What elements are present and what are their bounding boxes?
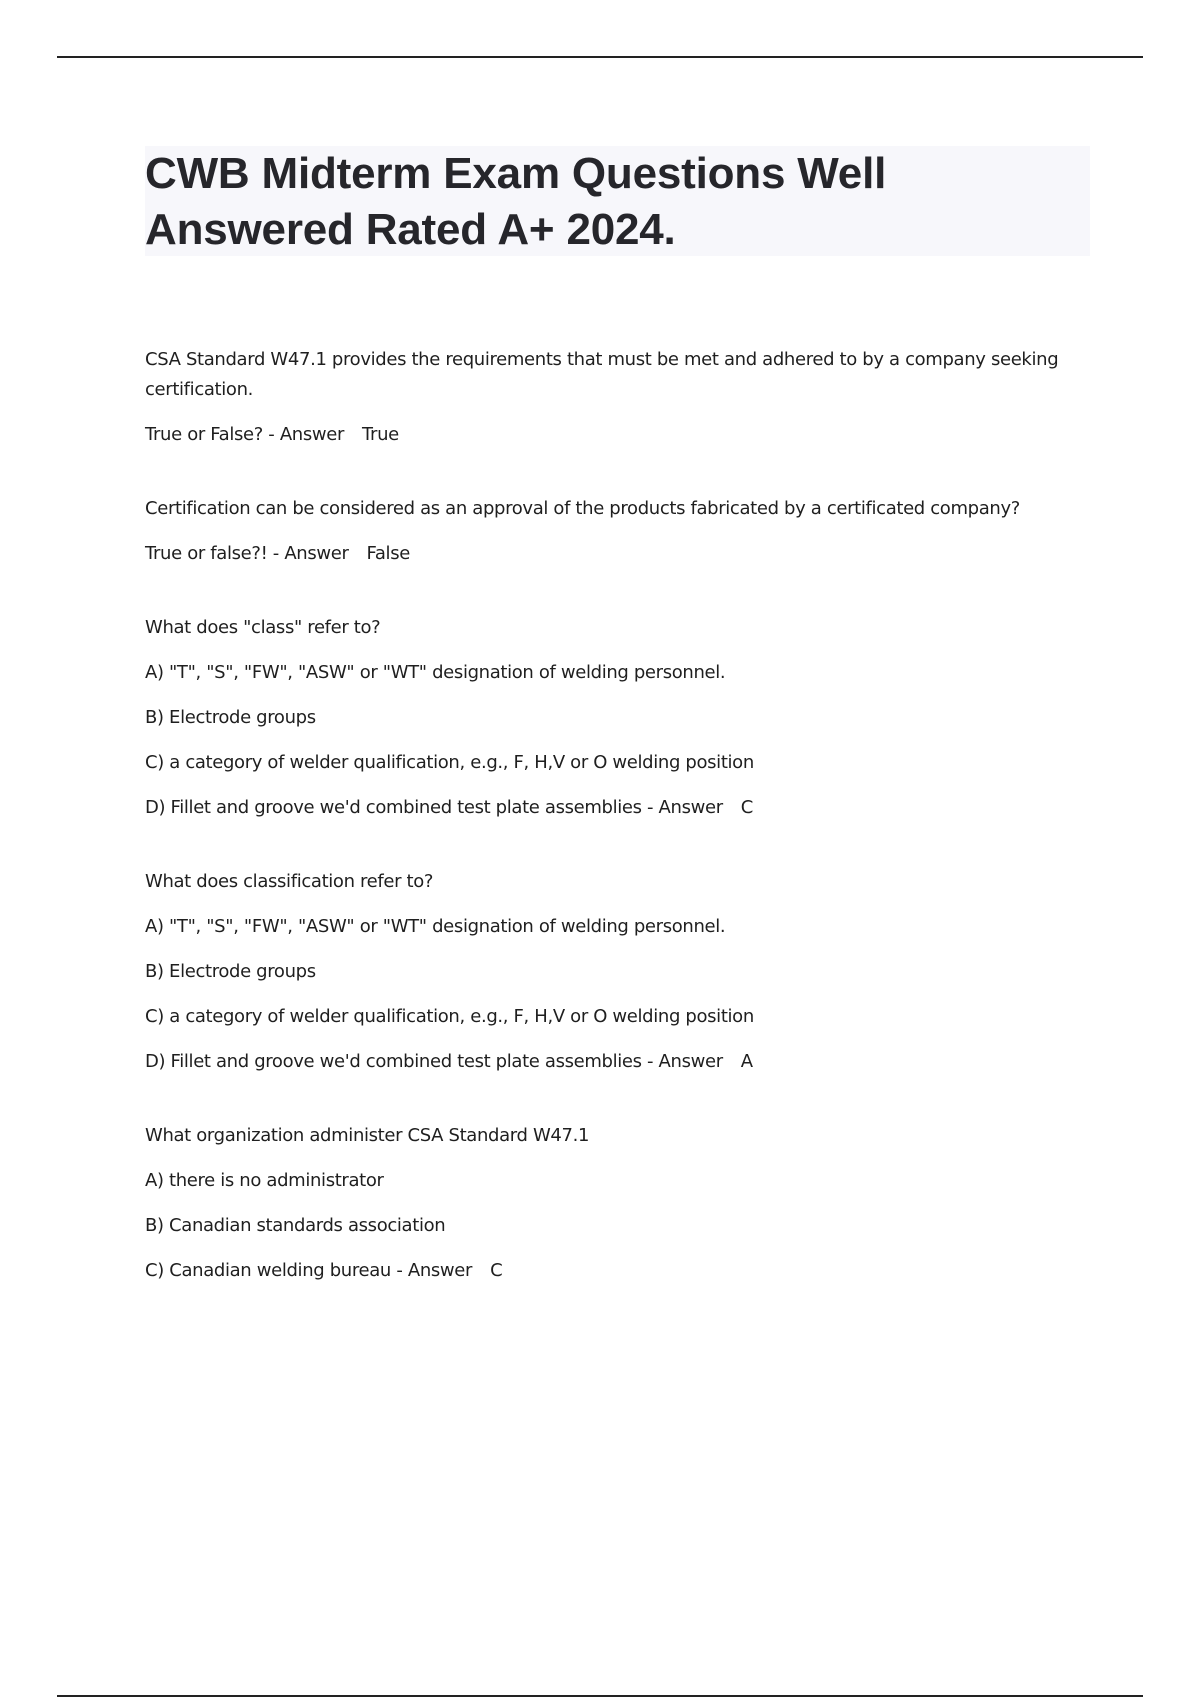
answer-line	[145, 539, 1090, 569]
answer-line	[145, 1047, 1090, 1077]
answer-value: C	[490, 1260, 503, 1281]
option-c: C) a category of welder qualification, e.g., F, H,V or O welding position	[145, 1006, 754, 1027]
answer-prompt: C) Canadian welding bureau - Answer	[145, 1260, 473, 1281]
answer-value: False	[366, 543, 410, 564]
top-divider	[57, 56, 1143, 58]
answer-prompt: True or false?! - Answer	[145, 543, 349, 564]
question-text: What does classification refer to?	[145, 871, 434, 892]
answer-line	[145, 793, 1090, 823]
question-list	[145, 345, 1090, 1286]
option-b: B) Electrode groups	[145, 707, 316, 728]
option-c: C) a category of welder qualification, e.g., F, H,V or O welding position	[145, 752, 754, 773]
question-text: What organization administer CSA Standard W47.1	[145, 1125, 590, 1146]
document-page	[145, 146, 1090, 1330]
option-b: B) Electrode groups	[145, 961, 316, 982]
document-title: CWB Midterm Exam Questions Well Answered Rated A+ 2024.	[145, 149, 887, 254]
option-a: A) "T", "S", "FW", "ASW" or "WT" designation of welding personnel.	[145, 916, 726, 937]
question-block	[145, 494, 1090, 569]
question-text: Certification can be considered as an approval of the products fabricated by a certificated company?	[145, 498, 1020, 519]
question-text: What does "class" refer to?	[145, 617, 381, 638]
option-b: B) Canadian standards association	[145, 1215, 446, 1236]
answer-value: C	[740, 797, 753, 818]
answer-value: A	[740, 1051, 753, 1072]
answer-value: True	[362, 424, 399, 445]
question-block	[145, 1121, 1090, 1286]
question-block	[145, 613, 1090, 823]
answer-line	[145, 420, 1090, 450]
question-block	[145, 867, 1090, 1077]
option-a: A) "T", "S", "FW", "ASW" or "WT" designation of welding personnel.	[145, 662, 726, 683]
title-banner	[145, 146, 1090, 256]
answer-line	[145, 1256, 1090, 1286]
answer-prompt: True or False? - Answer	[145, 424, 345, 445]
question-text: CSA Standard W47.1 provides the requirements that must be met and adhered to by a company seeking certification.	[145, 349, 1059, 400]
option-a: A) there is no administrator	[145, 1170, 384, 1191]
bottom-divider	[57, 1695, 1143, 1697]
answer-prompt: D) Fillet and groove we'd combined test plate assemblies - Answer	[145, 1051, 723, 1072]
question-block	[145, 345, 1090, 450]
answer-prompt: D) Fillet and groove we'd combined test plate assemblies - Answer	[145, 797, 723, 818]
